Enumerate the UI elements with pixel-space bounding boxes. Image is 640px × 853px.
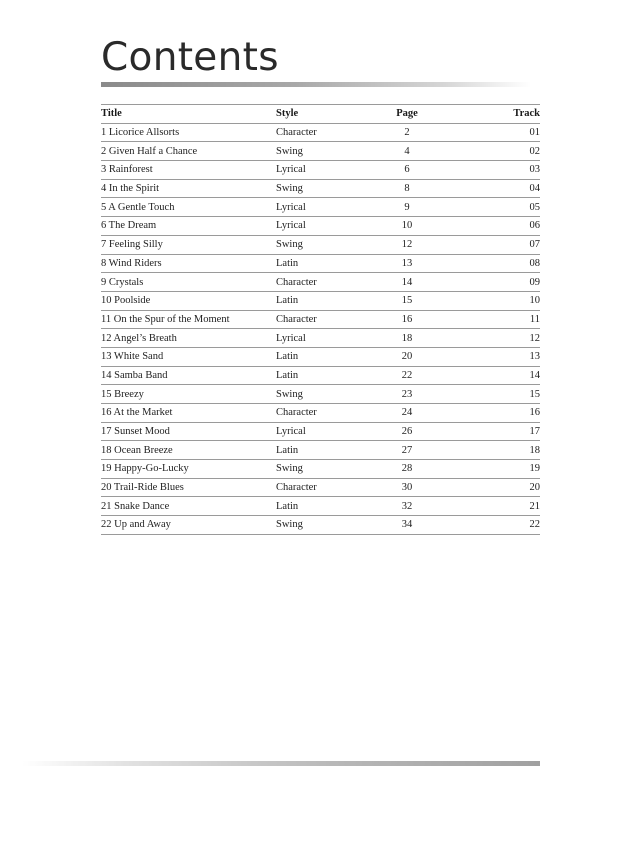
row-page: 28: [362, 460, 452, 479]
row-page: 4: [362, 142, 452, 161]
row-title: 20 Trail-Ride Blues: [101, 478, 276, 497]
row-title: 5 A Gentle Touch: [101, 198, 276, 217]
table-row: [101, 516, 540, 535]
table-row: [101, 161, 540, 180]
page-title: Contents: [101, 35, 279, 80]
row-title: 12 Angel’s Breath: [101, 329, 276, 348]
row-track: 11: [452, 310, 540, 329]
row-page: 9: [362, 198, 452, 217]
table-row: [101, 385, 540, 404]
row-track: 15: [452, 385, 540, 404]
table-row: [101, 366, 540, 385]
row-page: 16: [362, 310, 452, 329]
row-page: 13: [362, 254, 452, 273]
row-page: 18: [362, 329, 452, 348]
row-page: 20: [362, 347, 452, 366]
row-title: 9 Crystals: [101, 273, 276, 292]
table-row: [101, 441, 540, 460]
row-style: Swing: [276, 385, 362, 404]
row-page: 30: [362, 478, 452, 497]
row-title: 15 Breezy: [101, 385, 276, 404]
row-track: 06: [452, 217, 540, 236]
header-title: Title: [101, 105, 276, 124]
row-title: 4 In the Spirit: [101, 179, 276, 198]
row-style: Swing: [276, 235, 362, 254]
row-title: 11 On the Spur of the Moment: [101, 310, 276, 329]
row-track: 19: [452, 460, 540, 479]
table-row: [101, 198, 540, 217]
table-row: [101, 235, 540, 254]
row-page: 27: [362, 441, 452, 460]
row-page: 34: [362, 516, 452, 535]
row-track: 13: [452, 347, 540, 366]
table-row: [101, 291, 540, 310]
row-style: Latin: [276, 254, 362, 273]
row-style: Swing: [276, 142, 362, 161]
header-style: Style: [276, 105, 362, 124]
table-body: [101, 123, 540, 534]
row-track: 05: [452, 198, 540, 217]
row-page: 8: [362, 179, 452, 198]
table-row: [101, 497, 540, 516]
row-page: 22: [362, 366, 452, 385]
table-row: [101, 254, 540, 273]
row-style: Latin: [276, 497, 362, 516]
row-track: 04: [452, 179, 540, 198]
row-track: 20: [452, 478, 540, 497]
row-style: Lyrical: [276, 161, 362, 180]
row-page: 32: [362, 497, 452, 516]
row-title: 19 Happy-Go-Lucky: [101, 460, 276, 479]
table-header-row: [101, 105, 540, 124]
table-row: [101, 478, 540, 497]
row-style: Latin: [276, 291, 362, 310]
contents-table: [101, 104, 540, 535]
row-style: Lyrical: [276, 217, 362, 236]
row-track: 14: [452, 366, 540, 385]
row-title: 7 Feeling Silly: [101, 235, 276, 254]
row-page: 26: [362, 422, 452, 441]
footer-bar: [22, 761, 540, 766]
row-style: Lyrical: [276, 198, 362, 217]
row-track: 08: [452, 254, 540, 273]
row-title: 8 Wind Riders: [101, 254, 276, 273]
table-row: [101, 404, 540, 423]
header-track: Track: [452, 105, 540, 124]
row-track: 22: [452, 516, 540, 535]
row-title: 1 Licorice Allsorts: [101, 123, 276, 142]
title-underline-bar: [101, 82, 531, 87]
row-page: 15: [362, 291, 452, 310]
row-title: 2 Given Half a Chance: [101, 142, 276, 161]
row-page: 14: [362, 273, 452, 292]
row-page: 23: [362, 385, 452, 404]
row-track: 16: [452, 404, 540, 423]
row-title: 18 Ocean Breeze: [101, 441, 276, 460]
table-row: [101, 273, 540, 292]
row-page: 2: [362, 123, 452, 142]
header-page: Page: [362, 105, 452, 124]
row-style: Character: [276, 404, 362, 423]
row-title: 17 Sunset Mood: [101, 422, 276, 441]
row-style: Character: [276, 123, 362, 142]
row-page: 10: [362, 217, 452, 236]
row-title: 13 White Sand: [101, 347, 276, 366]
row-style: Swing: [276, 516, 362, 535]
row-track: 03: [452, 161, 540, 180]
table-row: [101, 329, 540, 348]
row-title: 14 Samba Band: [101, 366, 276, 385]
table-row: [101, 142, 540, 161]
row-track: 10: [452, 291, 540, 310]
row-track: 18: [452, 441, 540, 460]
table-row: [101, 460, 540, 479]
row-style: Swing: [276, 460, 362, 479]
row-style: Latin: [276, 441, 362, 460]
row-title: 10 Poolside: [101, 291, 276, 310]
row-style: Lyrical: [276, 329, 362, 348]
row-track: 17: [452, 422, 540, 441]
row-page: 6: [362, 161, 452, 180]
row-title: 22 Up and Away: [101, 516, 276, 535]
row-track: 12: [452, 329, 540, 348]
row-title: 21 Snake Dance: [101, 497, 276, 516]
row-style: Latin: [276, 347, 362, 366]
row-track: 02: [452, 142, 540, 161]
row-title: 16 At the Market: [101, 404, 276, 423]
row-style: Lyrical: [276, 422, 362, 441]
row-style: Character: [276, 310, 362, 329]
row-page: 12: [362, 235, 452, 254]
table-row: [101, 123, 540, 142]
row-track: 07: [452, 235, 540, 254]
row-page: 24: [362, 404, 452, 423]
table-row: [101, 422, 540, 441]
table-row: [101, 217, 540, 236]
table-row: [101, 179, 540, 198]
row-style: Latin: [276, 366, 362, 385]
table-row: [101, 310, 540, 329]
row-style: Character: [276, 273, 362, 292]
row-track: 01: [452, 123, 540, 142]
row-title: 3 Rainforest: [101, 161, 276, 180]
row-track: 21: [452, 497, 540, 516]
row-style: Swing: [276, 179, 362, 198]
row-style: Character: [276, 478, 362, 497]
table-row: [101, 347, 540, 366]
row-title: 6 The Dream: [101, 217, 276, 236]
row-track: 09: [452, 273, 540, 292]
